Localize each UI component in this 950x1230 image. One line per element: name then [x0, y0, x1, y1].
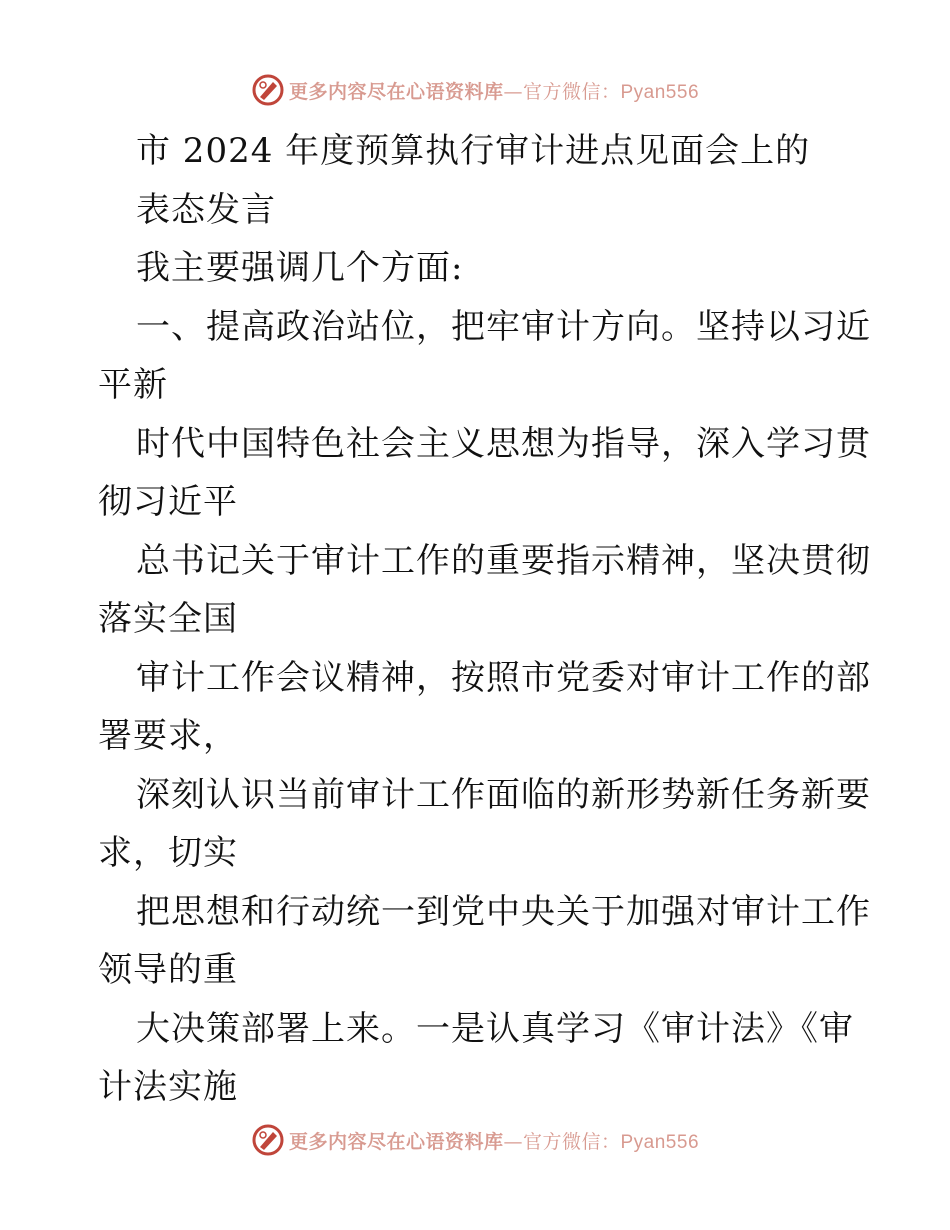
watermark-brand: 更多内容尽在心语资料库 [288, 80, 504, 103]
document-line: 平新 [98, 365, 168, 405]
document-line: 把思想和行动统一到党中央关于加强对审计工作 [136, 891, 871, 932]
watermark-label: 官方微信： [522, 1130, 621, 1153]
header-watermark [0, 70, 950, 110]
document-line: 计法实施 [98, 1067, 238, 1107]
watermark-text [289, 1127, 699, 1154]
watermark-dash: — [503, 80, 523, 103]
document-line: 求，切实 [98, 833, 238, 873]
footer-watermark [0, 1120, 950, 1160]
document-line: 大决策部署上来。一是认真学习《审计法》《审 [136, 1008, 854, 1049]
document-body [98, 122, 871, 1117]
document-line: 领导的重 [98, 950, 238, 990]
brand-logo-icon [251, 1123, 285, 1157]
document-line: 审计工作会议精神，按照市党委对审计工作的部 [136, 657, 871, 698]
document-line: 总书记关于审计工作的重要指示精神，坚决贯彻 [136, 540, 871, 581]
watermark-id: Pyan556 [620, 1131, 700, 1153]
watermark-dash: — [503, 1130, 523, 1153]
brand-logo-icon [251, 73, 285, 107]
watermark-text [289, 77, 699, 104]
watermark-id: Pyan556 [620, 81, 700, 103]
document-line: 彻习近平 [98, 482, 238, 522]
watermark-brand: 更多内容尽在心语资料库 [288, 1130, 504, 1153]
document-line: 一、提高政治站位，把牢审计方向。坚持以习近 [136, 306, 871, 347]
document-line: 时代中国特色社会主义思想为指导，深入学习贯 [136, 423, 871, 464]
document-line: 市 2024 年度预算执行审计进点见面会上的 [136, 131, 811, 171]
document-line: 我主要强调几个方面: [136, 248, 464, 288]
document-line: 落实全国 [98, 599, 238, 639]
watermark-label: 官方微信： [522, 80, 621, 103]
document-line: 署要求， [98, 716, 238, 756]
document-line: 表态发言 [136, 189, 276, 230]
document-line: 深刻认识当前审计工作面临的新形势新任务新要 [136, 774, 871, 815]
